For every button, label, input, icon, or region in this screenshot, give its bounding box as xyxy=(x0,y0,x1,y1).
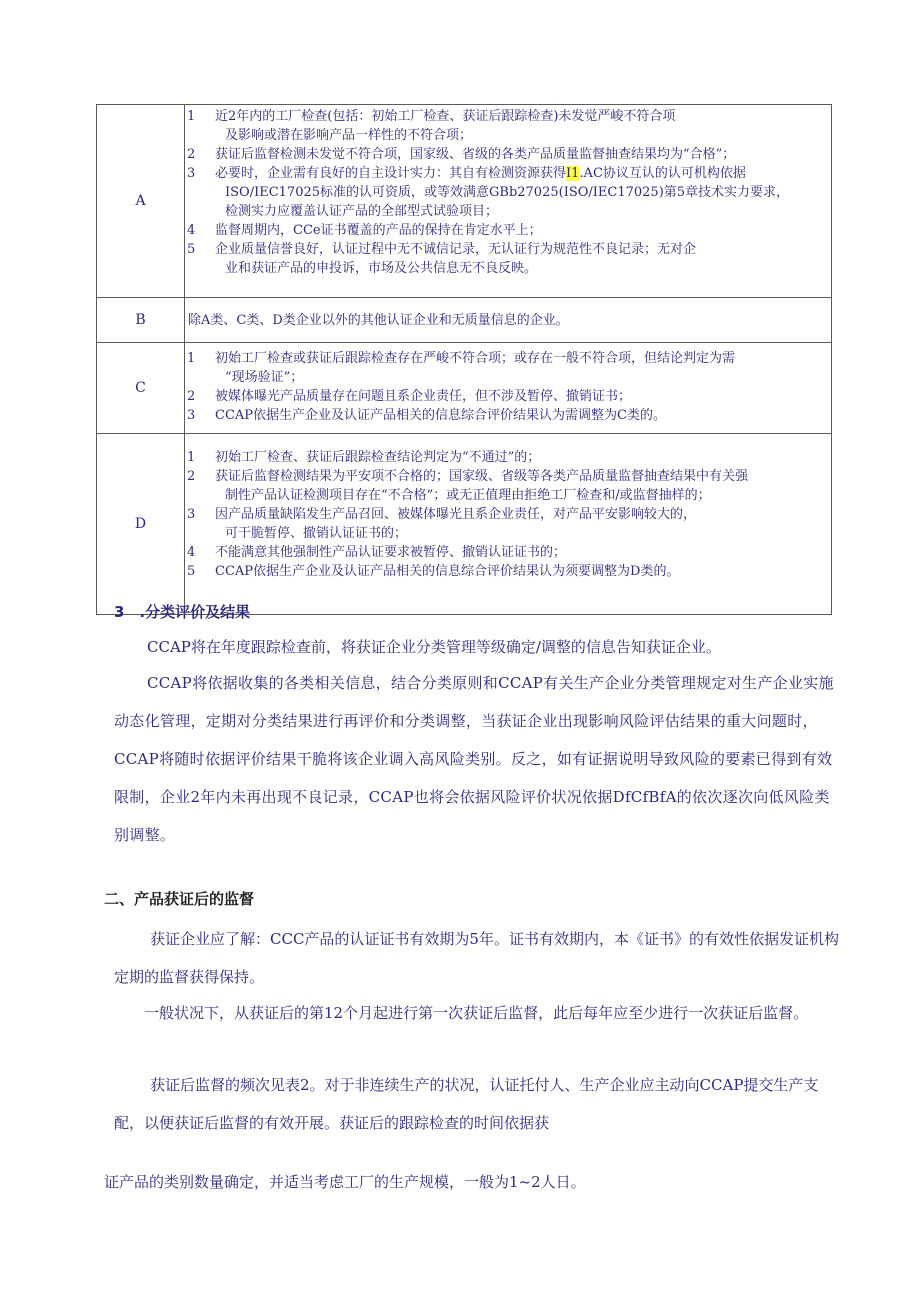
highlighted-text: I1 xyxy=(566,166,580,181)
category-criteria xyxy=(185,434,832,615)
table-row-c xyxy=(97,343,832,434)
category-criteria xyxy=(185,343,832,434)
paragraph: 一般状况下，从获证后的第12个月起进行第一次获证后监督，此后每年应至少进行一次获证后监督。 xyxy=(144,1004,809,1022)
category-label: A xyxy=(97,105,185,298)
list-item: 5 CCAP依据生产企业及认证产品相关的信息综合评价结果认为须要调整为D类的。 xyxy=(187,564,680,579)
list-item: 2 获证后监督检测未发觉不符合项，国家级、省级的各类产品质量监督抽查结果均为“合格”； xyxy=(187,147,736,162)
category-criteria xyxy=(185,105,832,298)
paragraph: CCAP将依据收集的各类相关信息，结合分类原则和CCAP有关生产企业分类管理规定对生产企业实施动态化管理，定期对分类结果进行再评价和分类调整，当获证企业出现影响风险评估结果的重大问题时，CCAP将随时依据评价结果干脆将该企业调入高风险类别。反之，如有证据说明导致风险的要素已得到有效限制，企业2年内未再出现不良记录，CCAP也将会依据风险评价状况依据DfCfBfA的依次逐次向低风险类别调整。 xyxy=(114,674,834,844)
list-item: 1 初始工厂检查、获证后跟踪检查结论判定为“不通过”的； xyxy=(187,450,541,465)
list-item: 3 因产品质量缺陷发生产品召回、被媒体曝光且系企业责任，对产品平安影响较大的， 可干脆暂停、撤销认证证书的； xyxy=(187,507,697,541)
category-criteria: 除A类、C类、D类企业以外的其他认证企业和无质量信息的企业。 xyxy=(185,298,832,343)
paragraph: 获证企业应了解：CCC产品的认证证书有效期为5年。证书有效期内，本《证书》的有效性依据发证机构定期的监督获得保持。 xyxy=(114,930,839,986)
table-row-d xyxy=(97,434,832,615)
section-heading: 二、产品获证后的监督 xyxy=(104,890,255,908)
paragraph: 证产品的类别数量确定，并适当考虑工厂的生产规模，一般为1~2人日。 xyxy=(104,1173,586,1191)
list-item: 2 获证后监督检测结果为平安项不合格的；国家级、省级等各类产品质量监督抽查结果中有关强 制性产品认证检测项目存在“不合格”；或无正值理由拒绝工厂检查和/或监督抽样的； xyxy=(187,469,749,503)
section-heading: 3 .分类评价及结果 xyxy=(114,603,251,621)
list-item: 4 不能满意其他强制性产品认证要求被暂停、撤销认证证书的； xyxy=(187,545,567,560)
list-item: 4 监督周期内，CCe证书覆盖的产品的保持在肯定水平上； xyxy=(187,223,542,238)
category-label: D xyxy=(97,434,185,615)
list-item: 3 CCAP依据生产企业及认证产品相关的信息综合评价结果认为需调整为C类的。 xyxy=(187,408,666,423)
table-row-b xyxy=(97,298,832,343)
list-item: 1 初始工厂检查或获证后跟踪检查存在严峻不符合项；或存在一般不符合项，但结论判定为需 “现场验证”； xyxy=(187,351,736,385)
list-item: 1 近2年内的工厂检查(包括：初始工厂检查、获证后跟踪检查)未发觉严峻不符合项 及影响或潜在影响产品一样性的不符合项； xyxy=(187,109,676,143)
list-item: 5 企业质量信誉良好，认证过程中无不诚信记录，无认证行为规范性不良记录；无对企 业和获证产品的申投诉，市场及公共信息无不良反映。 xyxy=(187,242,697,276)
list-item: 2 被媒体曝光产品质量存在问题且系企业责任，但不涉及暂停、撤销证书； xyxy=(187,389,632,404)
paragraph: 获证后监督的频次见表2。对于非连续生产的状况，认证托付人、生产企业应主动向CCAP提交生产支配，以便获证后监督的有效开展。获证后的跟踪检查的时间依据获 xyxy=(114,1076,819,1132)
category-label: B xyxy=(97,298,185,343)
category-label: C xyxy=(97,343,185,434)
paragraph: CCAP将在年度跟踪检查前，将获证企业分类管理等级确定/调整的信息告知获证企业。 xyxy=(147,638,721,656)
table-row-a xyxy=(97,105,832,298)
classification-table xyxy=(96,104,832,615)
list-item: 3 必要时，企业需有良好的自主设计实力：其自有检测资源获得I1.AC协议互认的认可机构依据 ISO/IEC17025标准的认可资质，或等效满意GBb27025(ISO/IEC17025)第5章技术实力要求， 检测实力应覆盖认证产品的全部型式试验项目； xyxy=(187,166,790,219)
